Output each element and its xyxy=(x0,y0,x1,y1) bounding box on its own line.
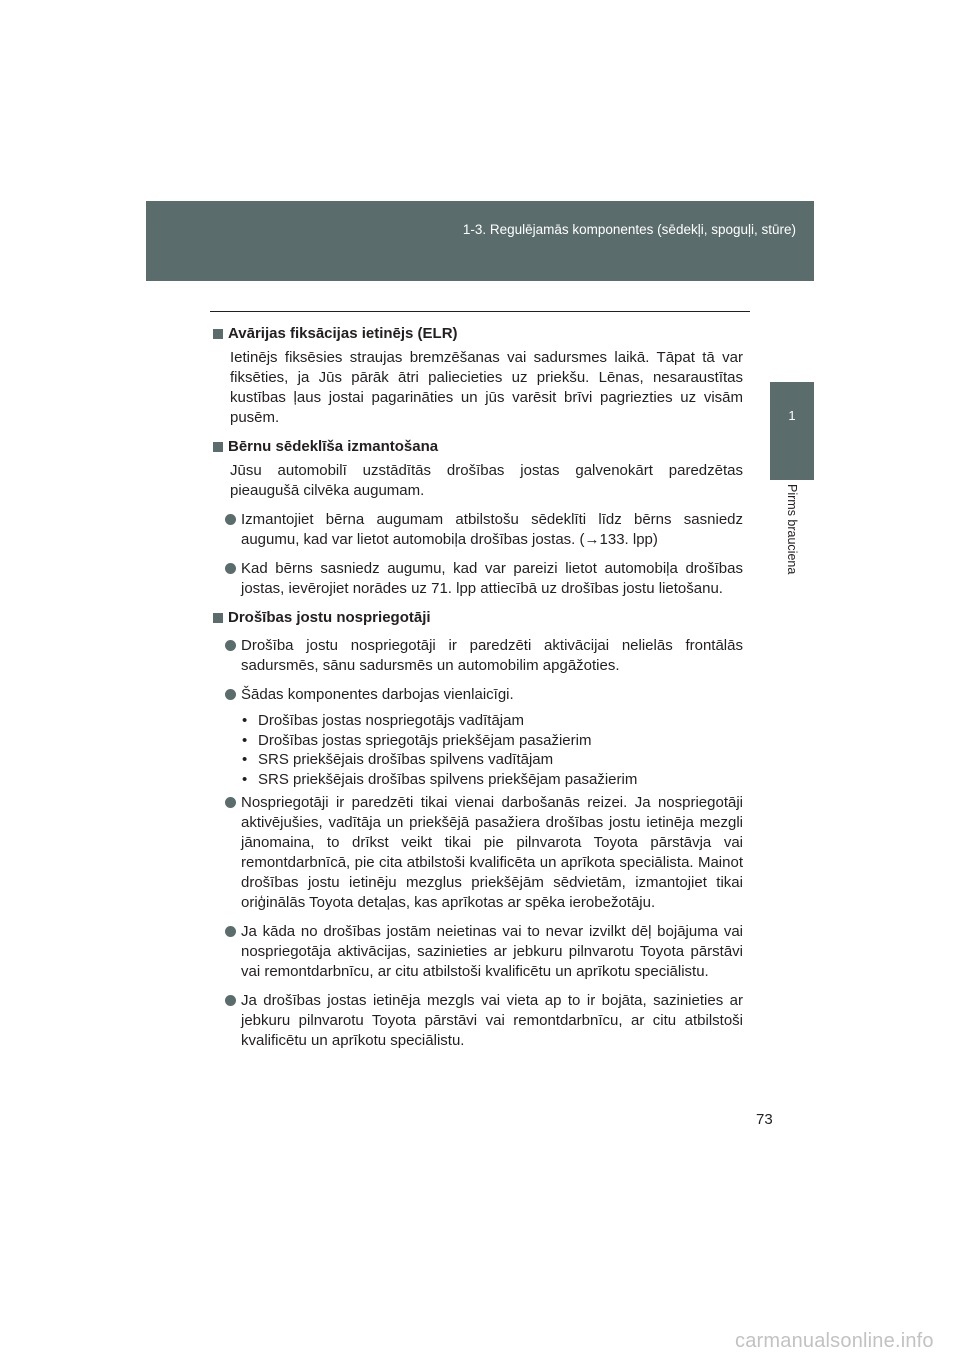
list-item-text: Šādas komponentes darbojas vienlaicīgi. xyxy=(241,686,514,703)
list-item xyxy=(225,922,743,982)
header-band xyxy=(146,201,814,281)
watermark: carmanualsonline.info xyxy=(735,1330,934,1352)
page-content xyxy=(213,324,743,1060)
list-item xyxy=(225,685,743,705)
list-item-text: Drošība jostu nospriegotāji ir paredzēti aktivācijai nelielās frontālās sadursmēs, sānu sadursmēs un automobilim apgāžoties. xyxy=(241,637,743,674)
circle-bullet-icon xyxy=(225,689,236,700)
circle-bullet-icon xyxy=(225,797,236,808)
section-heading xyxy=(213,324,743,344)
chapter-number: 1 xyxy=(788,408,796,423)
sub-list-item: • SRS priekšējais drošības spilvens priekšējam pasažierim xyxy=(242,770,638,788)
circle-bullet-icon xyxy=(225,514,236,525)
list-item xyxy=(225,793,743,913)
list-item-text: Ja drošības jostas ietinēja mezgls vai vieta ap to ir bojāta, sazinieties ar jebkuru pilnvarotu Toyota pārstāvi vai remontdarbnīcu, ar citu atbilstoši kvalificētu un aprīkotu speciālistu. xyxy=(241,992,743,1049)
circle-bullet-icon xyxy=(225,640,236,651)
section-pretensioners xyxy=(213,608,743,1051)
list-item xyxy=(225,636,743,676)
sub-list-item: • SRS priekšējais drošības spilvens vadītājam xyxy=(242,751,554,768)
page-number: 73 xyxy=(756,1111,773,1128)
breadcrumb: 1-3. Regulējamās komponentes (sēdekļi, spoguļi, stūre) xyxy=(462,222,796,237)
section-text: Jūsu automobilī uzstādītās drošības jostas galvenokārt paredzētas pieaugušā cilvēka augumam. xyxy=(230,462,743,499)
list-item xyxy=(225,510,743,550)
section-elr xyxy=(213,324,743,428)
section-heading xyxy=(213,437,743,457)
section-title: Avārijas fiksācijas ietinējs (ELR) xyxy=(228,325,458,342)
divider xyxy=(210,311,750,312)
circle-bullet-icon xyxy=(225,563,236,574)
list-item-text: Izmantojiet bērna augumam atbilstošu sēdeklīti līdz bērns sasniedz augumu, kad var lietot automobiļa drošības jostas. (→133. lpp) xyxy=(241,511,743,548)
sub-list-item: • Drošības jostas spriegotājs priekšējam pasažierim xyxy=(242,731,592,749)
section-text: Ietinējs fiksēsies straujas bremzēšanas vai sadursmes laikā. Tāpat tā var fiksēties, ja Jūs pārāk ātri paliecieties uz priekšu. Lēnas, nesaraustītas kustības ļaus jostai pagarināties un jūs varēsit brīvi pagriezties uz visām pusēm. xyxy=(230,349,743,426)
list-item-text: Ja kāda no drošības jostām neietinas vai to nevar izvilkt dēļ bojājuma vai nospriegotāja aktivācijas, sazinieties ar jebkuru pilnvarotu Toyota pārstāvi vai remontdarbnīcu, ar citu atbilstoši kvalificētu un aprīkotu speciālistu. xyxy=(241,923,743,980)
chapter-label-text: Pirms brauciena xyxy=(785,484,799,575)
section-child-seat xyxy=(213,437,743,599)
square-bullet-icon xyxy=(213,613,223,623)
list-item xyxy=(225,991,743,1051)
list-item-text: Nospriegotāji ir paredzēti tikai vienai darbošanās reizei. Ja nospriegotāji aktivējušies, vadītāja un priekšējā pasažiera drošības jostu ietinēja mezgli jānomaina, to drīkst veikt tikai pie pilnvarota Toyota pārstāvja vai remontdarbnīcā, pie cita atbilstoši kvalificēta un aprīkota speciālista. Mainot drošības jostu ietinēju mezglus priekšējām sēdvietām, izmantojiet tikai oriģinālās Toyota detaļas, kas aprīkotas ar spēka ierobežotāju. xyxy=(241,794,743,911)
circle-bullet-icon xyxy=(225,995,236,1006)
square-bullet-icon xyxy=(213,329,223,339)
square-bullet-icon xyxy=(213,442,223,452)
sub-list-item: • Drošības jostas nospriegotājs vadītājam xyxy=(242,712,524,729)
section-title: Bērnu sēdeklīša izmantošana xyxy=(228,438,439,455)
chapter-tab[interactable] xyxy=(770,382,814,480)
section-title: Drošības jostu nospriegotāji xyxy=(228,609,431,626)
section-heading xyxy=(213,608,743,628)
list-item xyxy=(225,559,743,599)
list-item-text: Kad bērns sasniedz augumu, kad var pareizi lietot automobiļa drošības jostas, ievērojiet norādes uz 71. lpp attiecībā uz drošības jostu lietošanu. xyxy=(241,560,743,597)
circle-bullet-icon xyxy=(225,926,236,937)
sub-list xyxy=(241,711,743,789)
chapter-label xyxy=(769,484,815,594)
